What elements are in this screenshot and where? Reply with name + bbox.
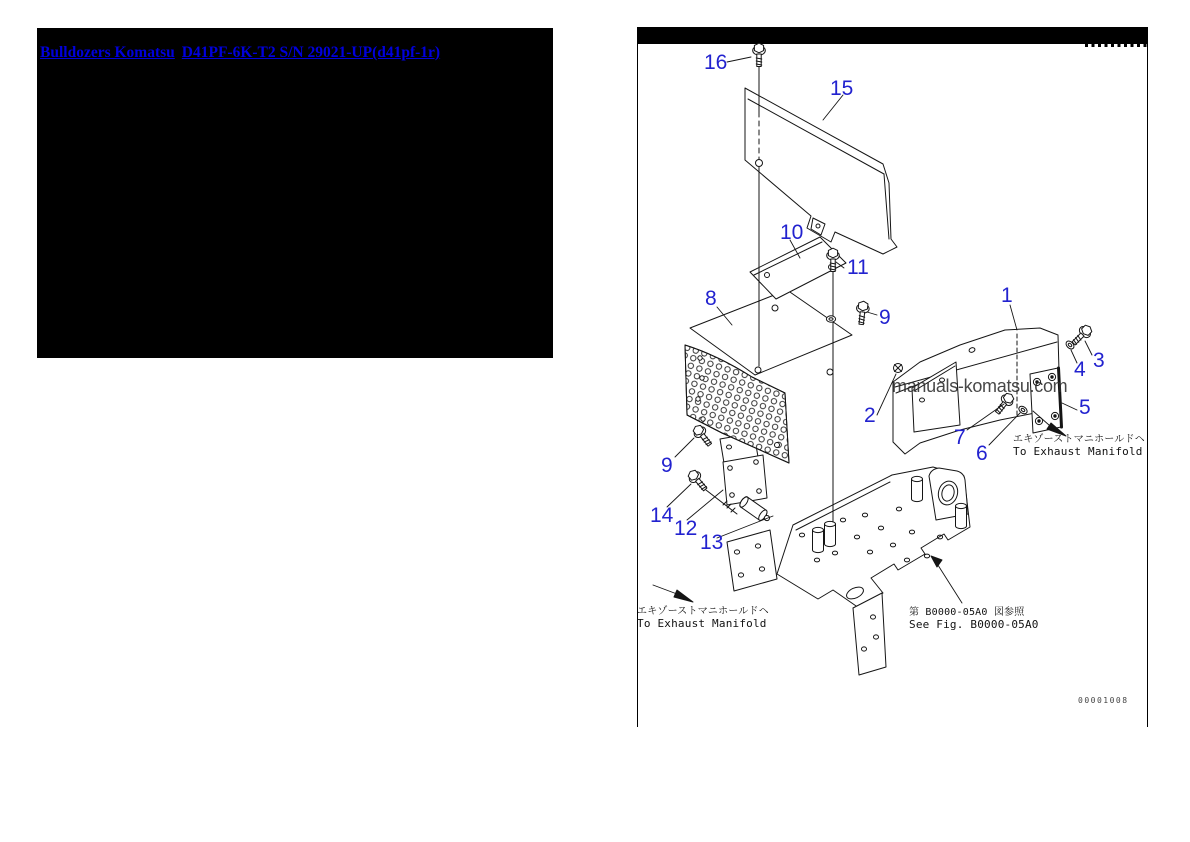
annotation-exhaust-right-en: To Exhaust Manifold (1013, 445, 1143, 458)
watermark: manuals-komatsu.com (892, 376, 1068, 396)
callout-15: 15 (830, 77, 854, 100)
parts-diagram (637, 25, 1148, 727)
breadcrumb (40, 44, 447, 62)
callout-2: 2 (864, 404, 876, 427)
base-plate-foot (853, 593, 886, 675)
standoff (912, 476, 923, 501)
part-15-cover (745, 88, 897, 254)
callout-3: 3 (1093, 349, 1105, 372)
part-8-guard (685, 287, 852, 463)
annotation-exhaust-left-en: To Exhaust Manifold (637, 617, 767, 630)
callout-9: 9 (879, 306, 891, 329)
callout-1: 1 (1001, 284, 1013, 307)
annotation-exhaust-right-jp: エキゾーストマニホールドヘ (1013, 434, 1145, 445)
callout-16: 16 (704, 51, 728, 74)
standoff (956, 503, 967, 528)
part-1-bolt-hole (894, 364, 903, 373)
annotation-see-fig-jp: 第 B0000-05A0 図参照 (909, 607, 1025, 618)
part-9-bolt-right (855, 301, 870, 325)
callout-13: 13 (700, 531, 724, 554)
sheet-number: 00001008 (1078, 696, 1129, 705)
annotation-exhaust-left (637, 602, 769, 630)
breadcrumb-link-model[interactable]: D41PF-6K-T2 S/N 29021-UP(d41pf-1r) (181, 44, 441, 61)
redacted-image-area (37, 28, 553, 358)
see-fig-arrow (931, 556, 962, 603)
annotation-exhaust-left-jp: エキゾーストマニホールドヘ (637, 606, 769, 617)
title-bar-ticks (1085, 44, 1147, 47)
breadcrumb-link-category[interactable]: Bulldozers Komatsu (40, 44, 175, 61)
annotation-exhaust-right (1013, 430, 1145, 458)
callout-7: 7 (954, 426, 966, 449)
callout-6: 6 (976, 442, 988, 465)
callout-11: 11 (847, 256, 869, 279)
callout-9: 9 (661, 454, 673, 477)
exhaust-arrow-left (653, 585, 693, 602)
callout-12: 12 (674, 517, 698, 540)
part-11-bolt (826, 248, 839, 522)
redacted-title-bar (637, 27, 1148, 44)
base-plate-left-arm (727, 530, 777, 591)
callout-4: 4 (1074, 358, 1086, 381)
standoff (813, 527, 824, 552)
callout-10: 10 (780, 221, 804, 244)
callout-8: 8 (705, 287, 717, 310)
standoff (825, 521, 836, 546)
callout-14: 14 (650, 504, 674, 527)
annotation-see-fig-en: See Fig. B0000-05A0 (909, 618, 1039, 631)
callout-5: 5 (1079, 396, 1091, 419)
annotation-see-fig (909, 603, 1039, 631)
